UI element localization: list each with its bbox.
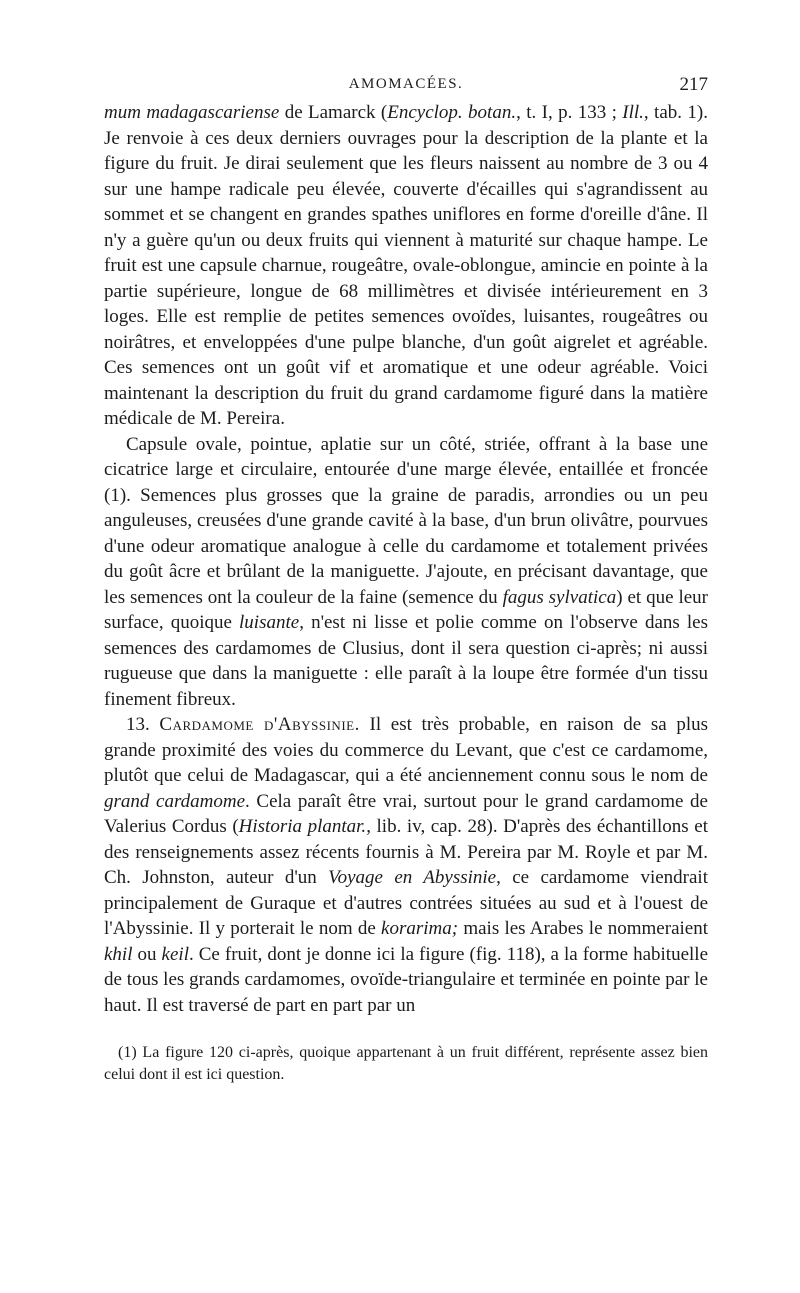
text-run: de Lamarck ( <box>279 102 388 123</box>
text-run: Capsule ovale, pointue, aplatie sur un côté, striée, offrant à la base une cicatrice large et circulaire, entourée d'une marge élevée, entaillée et froncée (1). Semences plus grosses que la graine de paradis, arrondies ou un peu anguleuses, creusées d'une grande cavité à la base, d'un brun olivâtre, pourvues d'une odeur aromatique analogue à celle du cardamome et totalement privées du goût âcre et brûlant de la maniguette. J'ajoute, en précisant davantage, que les semences ont la couleur de la faine (semence du <box>104 433 708 608</box>
body-text <box>104 100 708 1018</box>
italic-text: korarima; <box>381 918 459 939</box>
page-header <box>104 74 708 100</box>
italic-text: fagus sylvatica <box>502 586 617 608</box>
text-run: , n'est ni lisse et polie comme on l'observe dans les semences des cardamomes de Clusius, dont il sera question ci-après; ni aussi rugueuse que dans la maniguette : elle paraît à la loupe être formée d'un tissu finement fibreux. <box>104 612 708 710</box>
footnote-area <box>104 1042 708 1086</box>
page-number: 217 <box>679 74 708 95</box>
italic-text: luisante <box>239 612 300 633</box>
book-page <box>104 74 708 1086</box>
footnote: (1) La figure 120 ci-après, quoique appartenant à un fruit différent, représente assez bien celui dont il est ici question. <box>104 1044 708 1083</box>
text-run: ) et que leur surface, quoique <box>104 586 709 633</box>
text-run: , tab. 1). Je renvoie à ces deux derniers ouvrages pour la description de la plante et la figure du fruit. Je dirai seulement que les fleurs naissent au nombre de 3 ou 4 sur une hampe radicale peu élevée, couverte d'écailles qui s'agrandissent au sommet et se changent en grandes spathes uniflores en forme d'oreille d'âne. Il n'y a guère qu'un ou deux fruits qui viennent à maturité sur chaque hampe. Le fruit est une capsule charnue, rougeâtre, ovale-oblongue, amincie en pointe à la partie supérieure, longue de 68 millimètres et divisée intérieurement en 3 loges. Elle est remplie de petites semences ovoïdes, luisantes, rougeâtres ou noirâtres, et enveloppées d'une pulpe blanche, d'un goût aigrelet et agréable. Ces semences ont un goût vif et aromatique et une odeur agréable. Voici maintenant la description du fruit du grand cardamome figuré dans la matière médicale de M. Pereira. <box>104 102 708 429</box>
text-run: . Ce fruit, dont je donne ici la figure (fig. 118), a la forme habituelle de tous les grands cardamomes, ovoïde-triangulaire et terminée en pointe par le haut. Il est traversé de part en part par un <box>104 943 709 1016</box>
text-run: , lib. iv, cap. 28). D'après des échantillons et des renseignements assez récents fournis à M. Pereira par M. Royle et par M. Ch. Johnston, auteur d'un <box>104 816 708 888</box>
italic-text: mum madagascariense <box>104 102 280 123</box>
italic-text: keil <box>161 943 189 965</box>
text-run: , ce cardamome viendrait principalement de Guraque et d'autres contrées situées au sud et à l'ouest de l'Abyssinie. Il y porterait le nom de <box>104 867 708 939</box>
italic-text: grand cardamome <box>104 790 246 812</box>
paragraph-section-13 <box>104 712 708 1018</box>
text-run: mais les Arabes le nommeraient <box>458 918 708 939</box>
text-run: . Cela paraît être vrai, surtout pour le grand cardamome de Valerius Cordus ( <box>104 790 708 837</box>
paragraph-capsule-description <box>104 432 708 713</box>
text-run: Il est très probable, en raison de sa plus grande proximité des voies du commerce du Levant, que c'est ce cardamome, plutôt que celui de Madagascar, qui a été anciennement connu sous le nom de <box>104 714 709 786</box>
italic-text: Historia plantar. <box>238 816 367 837</box>
text-run: , t. I, p. 133 ; <box>516 102 623 123</box>
italic-text: Ill. <box>622 102 644 123</box>
section-heading: Cardamome d'Abyssinie. <box>159 714 360 735</box>
italic-text: Encyclop. botan. <box>387 102 517 123</box>
italic-text: khil <box>104 943 133 965</box>
text-run: ou <box>132 943 162 965</box>
section-number: 13. <box>126 714 160 735</box>
paragraph-continued <box>104 100 708 432</box>
running-title: AMOMACÉES. <box>348 76 464 92</box>
italic-text: Voyage en Abyssinie <box>328 867 497 888</box>
